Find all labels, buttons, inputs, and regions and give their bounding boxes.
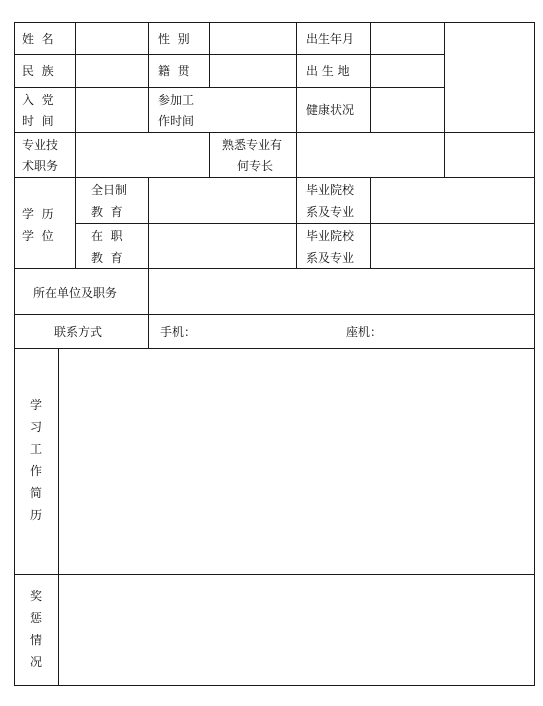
label-birthplace: 出 生 地 xyxy=(306,64,350,78)
label-party-join-2: 时 间 xyxy=(22,114,54,128)
field-native-place[interactable] xyxy=(210,55,296,87)
label-parttime-1: 在 职 xyxy=(91,229,123,243)
field-fulltime-edu[interactable] xyxy=(149,178,296,223)
label-contact: 联系方式 xyxy=(54,325,103,339)
field-gender[interactable] xyxy=(210,23,296,54)
label-parttime-2: 教 育 xyxy=(91,251,123,265)
label-school-1a: 毕业院校 xyxy=(306,183,355,197)
label-work-start-2: 作时间 xyxy=(158,114,195,128)
label-resume: 学习工作简历 xyxy=(29,398,42,522)
field-ethnicity[interactable] xyxy=(76,55,148,87)
photo-area[interactable] xyxy=(445,23,534,132)
field-parttime-edu[interactable] xyxy=(149,224,296,268)
col-c-spec xyxy=(209,132,210,178)
border-right xyxy=(534,22,535,686)
field-work-start[interactable] xyxy=(210,88,296,132)
label-edu-2: 学 位 xyxy=(22,229,54,243)
field-name[interactable] xyxy=(76,23,148,54)
label-birth: 出生年月 xyxy=(306,32,355,46)
border-bottom xyxy=(14,685,535,686)
field-unit[interactable] xyxy=(149,269,534,314)
label-fulltime-2: 教 育 xyxy=(91,205,123,219)
field-mobile[interactable] xyxy=(196,315,336,348)
field-resume[interactable] xyxy=(59,349,534,574)
col-b-top xyxy=(148,22,149,133)
field-party-join[interactable] xyxy=(76,88,148,132)
label-unit: 所在单位及职务 xyxy=(33,286,118,300)
label-specialty-2: 何专长 xyxy=(237,159,274,173)
label-specialty-1: 熟悉专业有 xyxy=(222,138,283,152)
label-native-place: 籍 贯 xyxy=(158,64,190,78)
field-parttime-school[interactable] xyxy=(371,224,534,268)
label-party-join-1: 入 党 xyxy=(22,93,54,107)
label-awards: 奖惩情况 xyxy=(29,589,42,669)
border-left xyxy=(14,22,15,686)
col-d-top xyxy=(296,22,297,133)
label-ethnicity: 民 族 xyxy=(22,64,54,78)
label-title-1: 专业技 xyxy=(22,138,59,152)
field-landline[interactable] xyxy=(382,315,534,348)
label-title-2: 术职务 xyxy=(22,159,59,173)
label-school-1b: 系及专业 xyxy=(306,205,355,219)
label-fulltime-1: 全日制 xyxy=(91,183,128,197)
label-health: 健康状况 xyxy=(306,103,355,117)
label-school-2b: 系及专业 xyxy=(306,251,355,265)
label-gender: 性 别 xyxy=(158,32,190,46)
col-d-edu xyxy=(296,177,297,269)
label-work-start-1: 参加工 xyxy=(158,93,195,107)
field-health[interactable] xyxy=(371,88,444,132)
field-fulltime-school[interactable] xyxy=(371,178,534,223)
label-landline: 座机： xyxy=(346,325,383,339)
label-edu-1: 学 历 xyxy=(22,207,54,221)
field-birth[interactable] xyxy=(371,23,444,54)
label-school-2a: 毕业院校 xyxy=(306,229,355,243)
label-name: 姓 名 xyxy=(22,32,54,46)
field-birthplace[interactable] xyxy=(371,55,444,87)
label-mobile: 手机： xyxy=(160,325,197,339)
field-title[interactable] xyxy=(76,133,209,177)
field-awards[interactable] xyxy=(59,575,534,685)
field-specialty[interactable] xyxy=(297,133,534,177)
